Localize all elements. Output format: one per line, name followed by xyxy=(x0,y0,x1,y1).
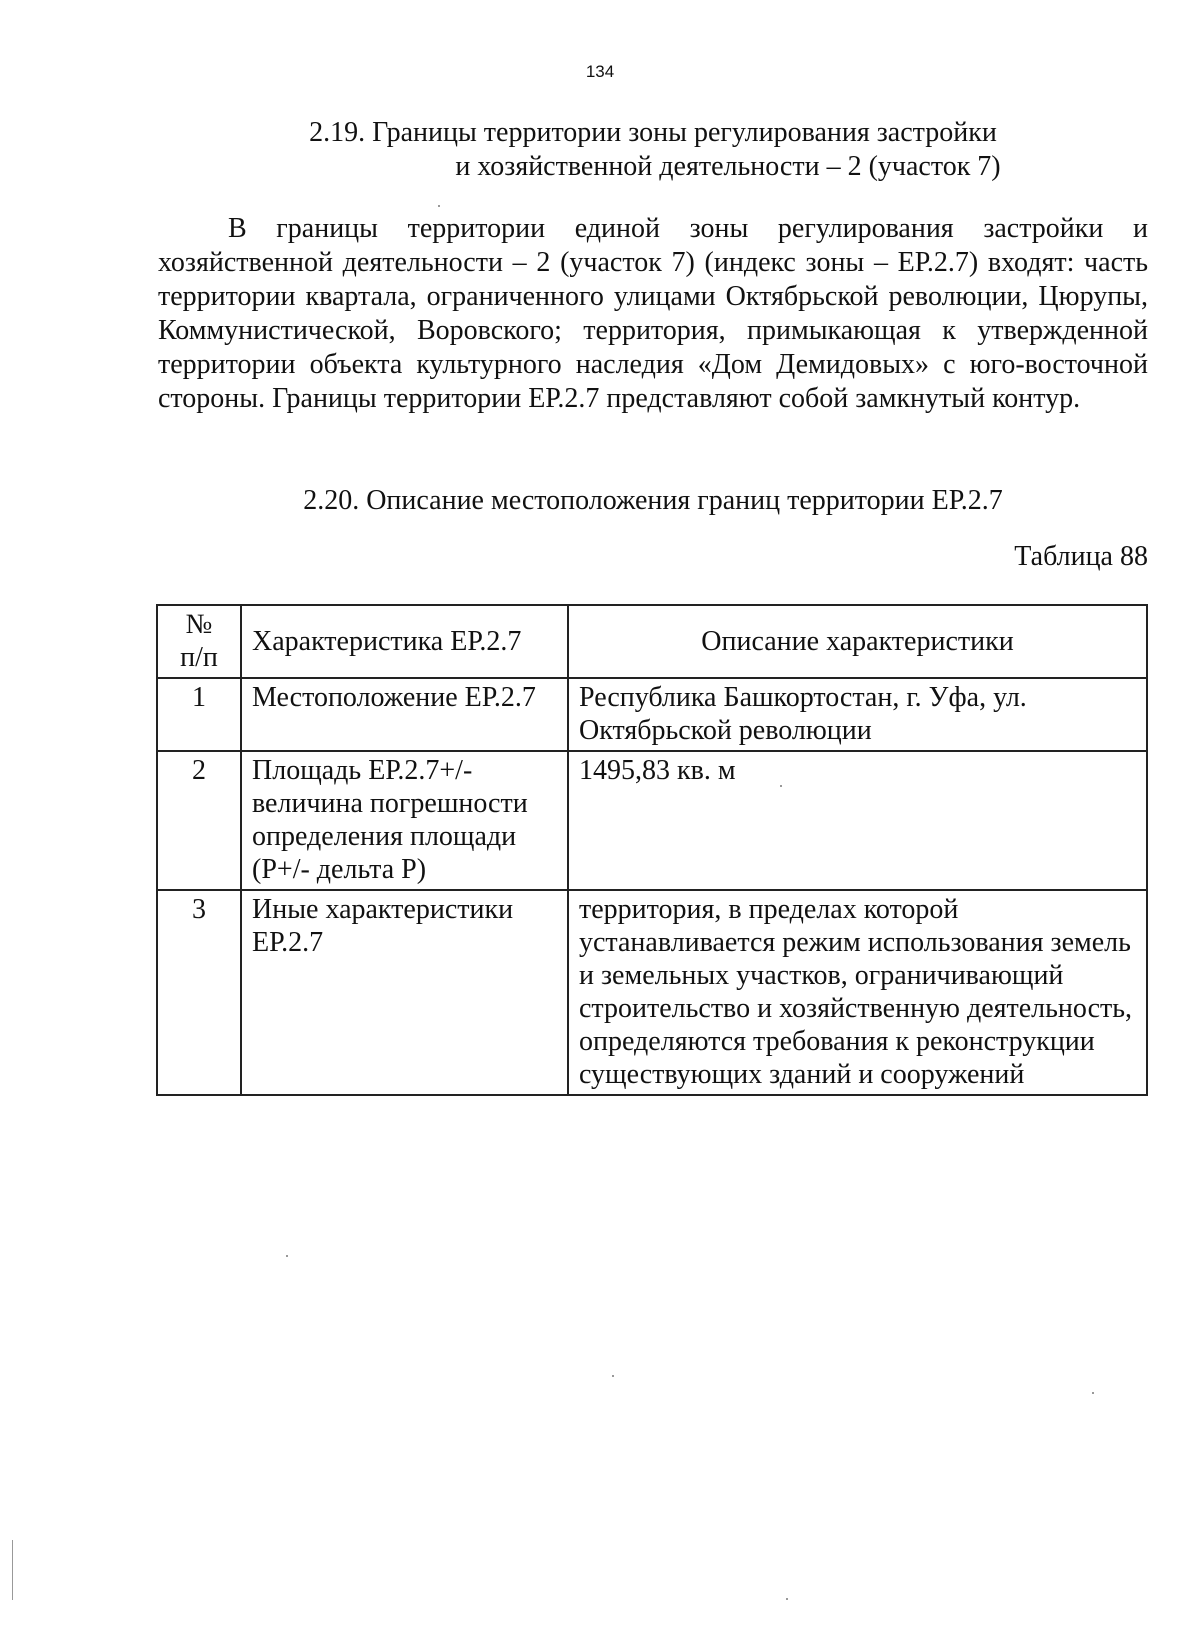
row-1-description: Республика Башкортостан, г. Уфа, ул. Октябрьской революции xyxy=(568,678,1147,751)
scan-speck xyxy=(1092,1392,1094,1394)
row-3-characteristic: Иные характеристики ЕР.2.7 xyxy=(241,890,568,1095)
header-num xyxy=(157,605,241,678)
scan-speck xyxy=(786,1598,788,1600)
scan-speck xyxy=(12,1540,13,1600)
row-3-num: 3 xyxy=(157,890,241,1095)
row-2-description: 1495,83 кв. м xyxy=(568,751,1147,890)
row-2-characteristic: Площадь ЕР.2.7+/- величина погрешности определения площади (Р+/- дельта Р) xyxy=(241,751,568,890)
scan-speck xyxy=(438,205,440,207)
section-2-20-heading: 2.20. Описание местоположения границ территории ЕР.2.7 xyxy=(303,485,1003,516)
table-row xyxy=(157,751,1147,890)
table-row xyxy=(157,678,1147,751)
section-2-19-paragraph: В границы территории единой зоны регулирования застройки и хозяйственной деятельности – 2 (участок 7) (индекс зоны – ЕР.2.7) входят: часть территории квартала, ограниченного улицами Октябрьской революции, Цюрупы, Коммунистической, Воровского; территория, примыкающая к утвержденной территории объекта культурного наследия «Дом Демидовых» с юго-восточной стороны. Границы территории ЕР.2.7 представляют собой замкнутый контур. xyxy=(158,213,1148,414)
scan-speck xyxy=(286,1255,288,1257)
header-characteristic: Характеристика ЕР.2.7 xyxy=(241,605,568,678)
header-num-line1: № xyxy=(185,609,213,640)
header-num-line2: п/п xyxy=(180,642,218,673)
page-number: 134 xyxy=(585,62,615,81)
table-caption: Таблица 88 xyxy=(1014,541,1148,572)
characteristics-table xyxy=(156,604,1148,1096)
scan-speck xyxy=(612,1375,614,1377)
scan-speck xyxy=(780,785,782,787)
row-2-num: 2 xyxy=(157,751,241,890)
row-1-characteristic: Местоположение ЕР.2.7 xyxy=(241,678,568,751)
section-2-19-title-line2: и хозяйственной деятельности – 2 (участок 7) xyxy=(455,151,1001,182)
table-header-row xyxy=(157,605,1147,678)
header-description: Описание характеристики xyxy=(568,605,1147,678)
row-1-num: 1 xyxy=(157,678,241,751)
table-row xyxy=(157,890,1147,1095)
row-3-description: территория, в пределах которой устанавливается режим использования земель и земельных участков, ограничивающий строительство и хозяйственную деятельность, определяются требования к реконструкции существующих зданий и сооружений xyxy=(568,890,1147,1095)
section-2-19-title-line1: 2.19. Границы территории зоны регулирования застройки xyxy=(309,117,997,148)
section-2-19-heading xyxy=(158,116,1148,184)
